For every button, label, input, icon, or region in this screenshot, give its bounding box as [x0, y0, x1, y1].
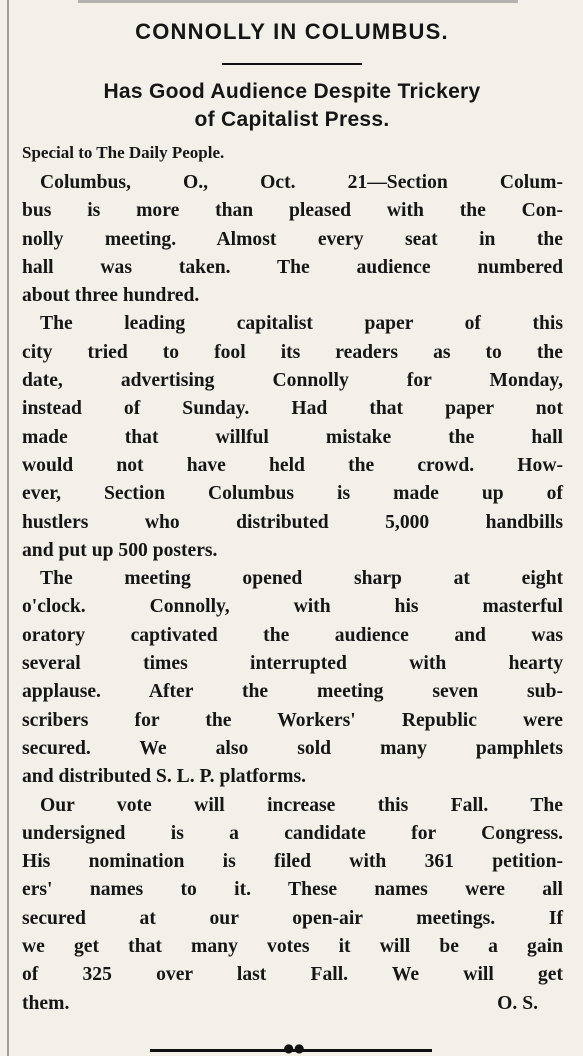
- top-rule: [78, 0, 518, 3]
- text-line: scribers for the Workers' Republic were: [22, 709, 563, 731]
- text-line: instead of Sunday. Had that paper not: [22, 398, 563, 420]
- text-line: ever, Section Columbus is made up of: [22, 483, 563, 505]
- subheadline-line: of Capitalist Press.: [194, 108, 390, 131]
- text-line: and put up 500 posters.: [22, 539, 218, 561]
- text-line: Our vote will increase this Fall. The: [40, 794, 563, 816]
- text-line: made that willful mistake the hall: [22, 426, 563, 448]
- text-line: secured. We also sold many pamphlets: [22, 737, 563, 759]
- subheadline: [14, 78, 570, 134]
- text-line: o'clock. Connolly, with his masterful: [22, 596, 563, 618]
- text-line: and distributed S. L. P. platforms.: [22, 766, 306, 788]
- text-line: of 325 over last Fall. We will get: [22, 964, 563, 986]
- ornament-dots: ●●: [283, 1041, 305, 1055]
- headline: CONNOLLY IN COLUMBUS.: [135, 19, 449, 44]
- text-line: bus is more than pleased with the Con-: [22, 200, 563, 222]
- text-line: them.: [22, 992, 70, 1014]
- byline: Special to The Daily People.: [22, 143, 225, 162]
- article-body: [22, 169, 563, 1018]
- text-line: date, advertising Connolly for Monday,: [22, 370, 563, 392]
- text-line: hall was taken. The audience numbered: [22, 256, 563, 278]
- column-rule: [7, 0, 9, 1056]
- text-line: His nomination is filed with 361 petition-: [22, 851, 563, 873]
- text-line: The leading capitalist paper of this: [40, 313, 563, 335]
- signoff-line: [22, 990, 563, 1018]
- text-line: we get that many votes it will be a gain: [22, 936, 563, 958]
- text-line: ers' names to it. These names were all: [22, 879, 563, 901]
- text-line: several times interrupted with hearty: [22, 653, 563, 675]
- subheadline-line: Has Good Audience Despite Trickery: [103, 80, 481, 103]
- text-line: oratory captivated the audience and was: [22, 624, 563, 646]
- text-line: hustlers who distributed 5,000 handbills: [22, 511, 563, 533]
- headline-rule: [222, 63, 362, 65]
- text-line: about three hundred.: [22, 285, 200, 307]
- signature: O. S.: [497, 992, 538, 1014]
- text-line: would not have held the crowd. How-: [22, 454, 563, 476]
- text-line: secured at our open-air meetings. If: [22, 907, 563, 929]
- text-line: The meeting opened sharp at eight: [40, 568, 563, 590]
- text-line: Columbus, O., Oct. 21—Section Colum-: [40, 172, 563, 193]
- text-line: nolly meeting. Almost every seat in the: [22, 228, 563, 250]
- text-line: city tried to fool its readers as to the: [22, 341, 563, 363]
- text-line: undersigned is a candidate for Congress.: [22, 822, 563, 844]
- text-line: applause. After the meeting seven sub-: [22, 681, 563, 703]
